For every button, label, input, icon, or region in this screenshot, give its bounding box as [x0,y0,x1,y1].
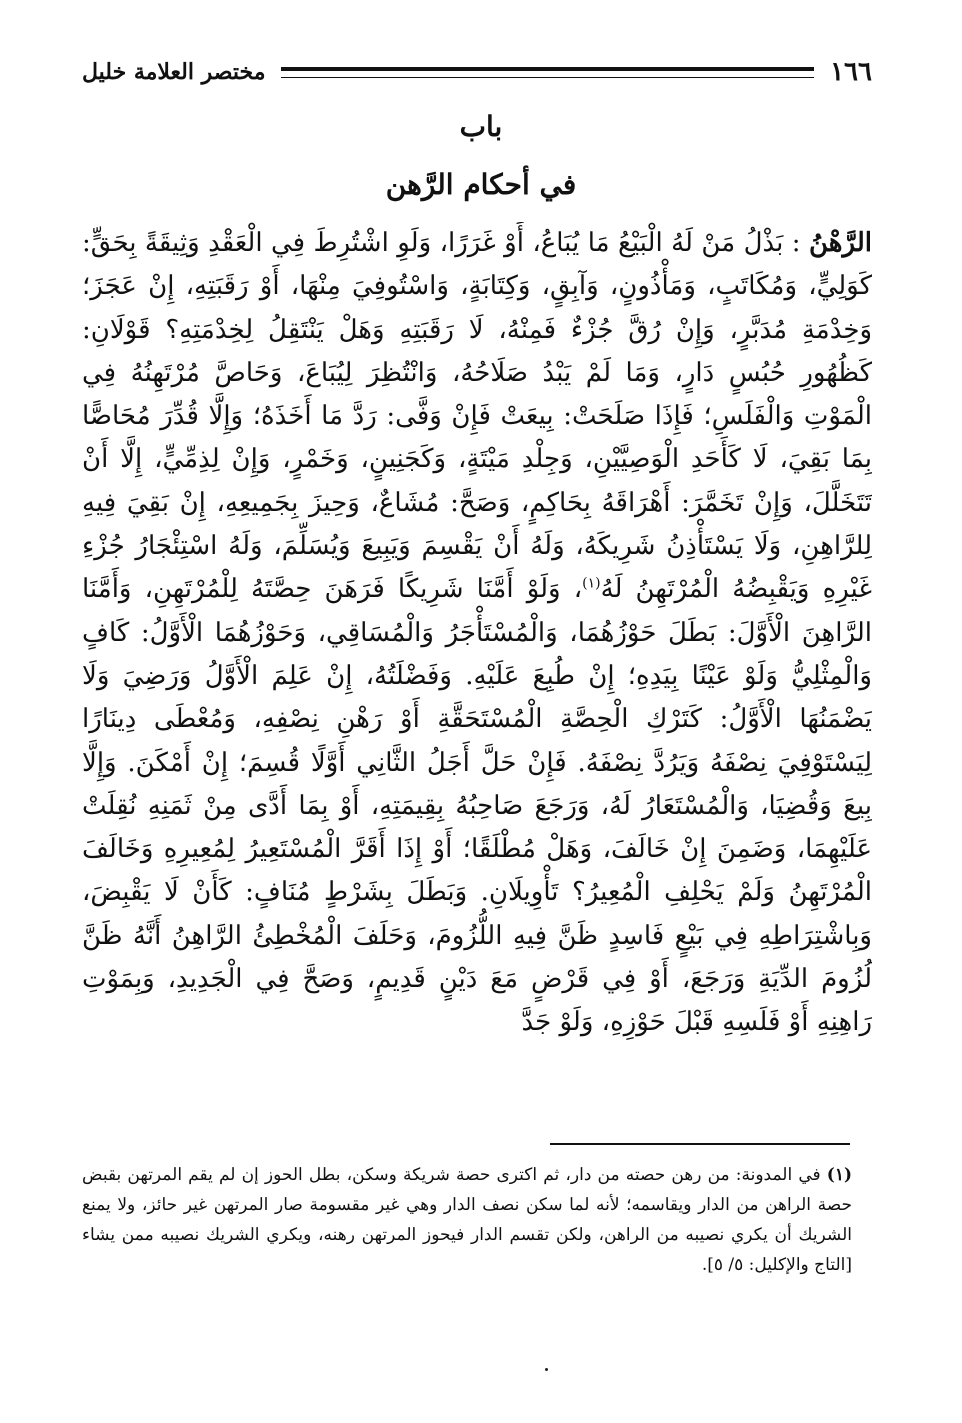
footnote-text: في المدونة: من رهن حصته من دار، ثم اكترى حصة شريكة وسكن، بطل الحوز إن لم يقم المرتهن بقبض حصة الراهن من الدار ويقاسمه؛ لأنه لما سكن نصف الدار وهي غير مقسومة صار المرتهن غير حائز، ولا يمنع الشريك أن يكري نصيبه من الراهن، ولكن تقسم الدار فيحوز المرتهن رهنه، ويكري الشريك نصيبه ممن يشاء [التاج والإكليل: ٥/ ٥]. [82,1165,852,1275]
lead-term: الرَّهْنُ [809,228,872,258]
footnote-reference[interactable]: (١) [582,575,601,592]
footnote-divider [550,1143,850,1145]
footnote [82,1160,852,1300]
running-header [82,52,872,92]
main-text-part-2: ، وَلَوْ أَمَّنَا شَرِيكًا فَرَهَنَ حِصَّتَهُ لِلْمُرْتَهِنِ، وَأَمَّنَا الرَّاهِنَ الْأَوَّلَ: بَطَلَ حَوْزُهُمَا، وَالْمُسْتَأْجَرُ وَالْمُسَاقِي، وَحَوْزُهُمَا الْأَوَّلُ: كَافٍ وَالْمِثْلِيُّ وَلَوْ عَيْنًا بِيَدِهِ؛ إِنْ طُبِعَ عَلَيْهِ. وَفَضْلَتُهُ، إِنْ عَلِمَ الْأَوَّلُ وَرَضِيَ وَلَا يَضْمَنُهَا الْأَوَّلُ: كَتَرْكِ الْحِصَّةِ الْمُسْتَحَقَّةِ أَوْ رَهْنِ نِصْفِهِ، وَمُعْطَى دِينَارًا لِيَسْتَوْفِيَ نِصْفَهُ وَيَرُدَّ نِصْفَهُ. فَإِنْ حَلَّ أَجَلُ الثَّانِي أَوَّلًا قُسِمَ؛ إِنْ أَمْكَنَ. وَإِلَّا بِيعَ وَقُضِيَا، وَالْمُسْتَعَارُ لَهُ، وَرَجَعَ صَاحِبُهُ بِقِيمَتِهِ، أَوْ بِمَا أَدَّى مِنْ ثَمَنِهِ نُقِلَتْ عَلَيْهِمَا، وَضَمِنَ إِنْ خَالَفَ، وَهَلْ مُطْلَقًا؛ أَوْ إِذَا أَقَرَّ الْمُسْتَعِيرُ لِمُعِيرِهِ وَخَالَفَ الْمُرْتَهِنُ وَلَمْ يَحْلِفِ الْمُعِيرُ؟ تَأْوِيلَانِ. وَبَطَلَ بِشَرْطٍ مُنَافٍ: كَأَنْ لَا يَقْبِضَ، وَبِاشْتِرَاطِهِ فِي بَيْعٍ فَاسِدٍ ظَنَّ فِيهِ اللُّزُومَ، وَحَلَفَ الْمُخْطِئُ الرَّاهِنُ أَنَّهُ ظَنَّ لُزُومَ الدِّيَةِ وَرَجَعَ، أَوْ فِي قَرْضٍ مَعَ دَيْنٍ قَدِيمٍ، وَصَحَّ فِي الْجَدِيدِ، وَبِمَوْتِ رَاهِنِهِ أَوْ فَلَسِهِ قَبْلَ حَوْزِهِ، وَلَوْ جَدَّ [82,574,872,1038]
chapter-title: في أحكام الرَّهن [385,168,577,201]
main-text [82,222,872,1092]
page-number: ١٦٦ [830,57,872,87]
chapter-label: باب [459,110,503,143]
main-text-part-1: : بَذْلُ مَنْ لَهُ الْبَيْعُ مَا يُبَاعُ، أَوْ غَرَرًا، وَلَوِ اشْتُرِطَ فِي الْعَقْدِ وَثِيقَةً بِحَقٍّ: كَوَلِيٍّ، وَمُكَاتَبٍ، وَمَأْذُونٍ، وَآبِقٍ، وَكِتَابَةٍ، وَاسْتُوفِيَ مِنْهَا، أَوْ رَقَبَتِهِ، إِنْ عَجَزَ؛ وَخِدْمَةِ مُدَبَّرٍ، وَإِنْ رُقَّ جُزْءٌ فَمِنْهُ، لَا رَقَبَتِهِ وَهَلْ يَنْتَقِلُ لِخِدْمَتِهِ؟ قَوْلَانِ: كَظُهُورِ حُبُسٍ دَارٍ، وَمَا لَمْ يَبْدُ صَلَاحُهُ، وَانْتُظِرَ لِيُبَاعَ، وَحَاصَّ مُرْتَهِنُهُ فِي الْمَوْتِ وَالْفَلَسِ؛ فَإِذَا صَلَحَتْ: بِيعَتْ فَإِنْ وَفَّى: رَدَّ مَا أَخَذَهُ؛ وَإِلَّا قُدِّرَ مُحَاصًّا بِمَا بَقِيَ، لَا كَأَحَدِ الْوَصِيَّيْنِ، وَجِلْدِ مَيْتَةٍ، وَكَجَنِينٍ، وَخَمْرٍ، وَإِنْ لِذِمِّيٍّ، إِلَّا أَنْ تَتَخَلَّلَ، وَإِنْ تَخَمَّرَ: أَهْرَاقَهُ بِحَاكِمٍ، وَصَحَّ: مُشَاعٌ، وَحِيزَ بِجَمِيعِهِ، إِنْ بَقِيَ فِيهِ لِلرَّاهِنِ، وَلَا يَسْتَأْذِنُ شَرِيكَهُ، وَلَهُ أَنْ يَقْسِمَ وَيَبِيعَ وَيُسَلِّمَ، وَلَهُ اسْتِئْجَارُ جُزْءِ غَيْرِهِ وَيَقْبِضُهُ الْمُرْتَهِنُ لَهُ [82,228,872,605]
footnote-marker: (١) [826,1165,852,1185]
header-rule [281,67,814,78]
print-speck [545,1368,548,1371]
book-title: مختصر العلامة خليل [82,59,266,85]
